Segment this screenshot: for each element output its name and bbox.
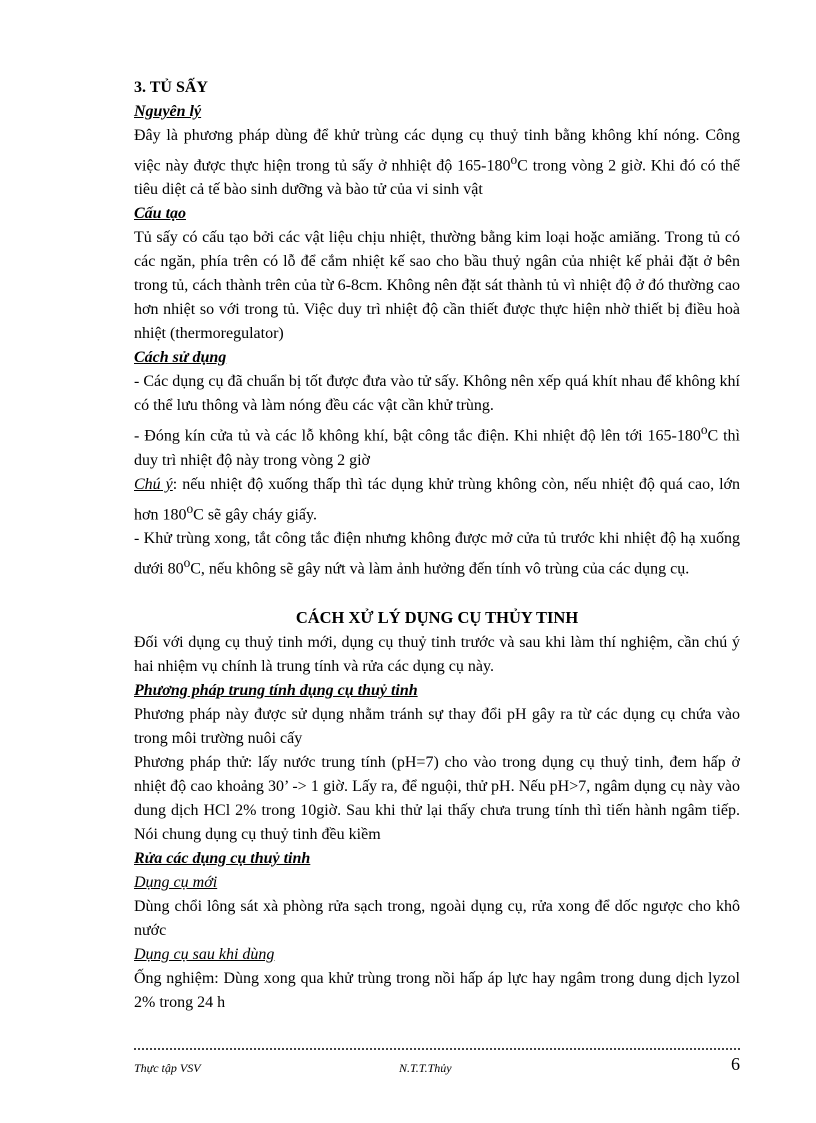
neutralize-heading: Phương pháp trung tính dụng cụ thuỷ tinh bbox=[134, 682, 418, 700]
page-number: 6 bbox=[731, 1054, 740, 1074]
structure-paragraph: Tủ sấy có cấu tạo bởi các vật liệu chịu nhiệt, thường bằng kim loại hoặc amiăng. Trong tủ có các ngăn, phía trên có lỗ để cắm nhiệt kế sao cho bầu thuỷ ngân của nhiệt kế phải đặt ở bên trong tủ, cách thành trên của từ 6-8cm. Không nên đặt sát thành tủ vì nhiệt độ ở đó thường cao hơn nhiệt so với trong tủ. Việc duy trì nhiệt độ cần thiết được thực hiện nhờ thiết bị điều hoà nhiệt (thermoregulator) bbox=[134, 229, 740, 343]
wash-heading: Rửa các dụng cụ thuỷ tinh bbox=[134, 850, 311, 868]
footer-divider bbox=[134, 1048, 740, 1050]
neutralize-paragraph-1: Phương pháp này được sử dụng nhằm tránh sự thay đổi pH gây ra từ các dụng cụ chứa vào trong môi trường nuôi cấy bbox=[134, 706, 740, 748]
new-tools-heading: Dụng cụ mới bbox=[134, 874, 218, 892]
usage-item-2: - Đóng kín cửa tủ và các lỗ không khí, bật công tắc điện. Khi nhiệt độ lên tới 165-180$^o$C thì duy trì nhiệt độ này trong vòng 2 giờ bbox=[134, 422, 740, 469]
usage-item-3: - Khử trùng xong, tắt công tắc điện nhưng không được mở cửa tủ trước khi nhiệt độ hạ xuống dưới 80$^o$C, nếu không sẽ gây nứt và làm ảnh hưởng đến tính vô trùng của các dụng cụ. bbox=[134, 529, 740, 578]
principle-heading: Nguyên lý bbox=[134, 103, 202, 120]
used-tools-heading: Dụng cụ sau khi dùng bbox=[134, 946, 275, 964]
new-tools-paragraph: Dùng chổi lông sát xà phòng rửa sạch trong, ngoài dụng cụ, rửa xong để dốc ngược cho khô nước bbox=[134, 898, 740, 940]
usage-item-1: - Các dụng cụ đã chuẩn bị tốt được đưa vào tử sấy. Không nên xếp quá khít nhau để không khí có thể lưu thông và làm nóng đều các vật cần khử trùng. bbox=[134, 373, 740, 415]
section-heading: 3. TỦ SẤY bbox=[134, 79, 208, 96]
used-tools-paragraph: Ống nghiệm: Dùng xong qua khử trùng trong nồi hấp áp lực hay ngâm trong dung dịch lyzol 2% trong 24 h bbox=[134, 970, 740, 1012]
glassware-intro: Đối với dụng cụ thuỷ tinh mới, dụng cụ thuỷ tinh trước và sau khi làm thí nghiệm, cần chú ý hai nhiệm vụ chính là trung tính và rửa các dụng cụ này. bbox=[134, 634, 740, 676]
footer-author: N.T.T.Thủy bbox=[399, 1061, 452, 1075]
principle-paragraph: Đây là phương pháp dùng để khử trùng các dụng cụ thuỷ tinh bằng không khí nóng. Công việc này được thực hiện trong tủ sấy ở nhhiệt độ 165-180$^o$C trong vòng 2 giờ. Khi đó có thể tiêu diệt cả tế bào sinh dưỡng và bào tử của vi sinh vật bbox=[134, 127, 741, 199]
usage-heading: Cách sử dụng bbox=[134, 349, 227, 367]
neutralize-paragraph-2: Phương pháp thử: lấy nước trung tính (pH=7) cho vào trong dụng cụ thuỷ tinh, đem hấp ở nhiệt độ cao khoảng 30’ -> 1 giờ. Lấy ra, để nguội, thử pH. Nếu pH>7, ngâm dụng cụ này vào dung dịch HCl 2% trong 10giờ. Sau khi thử lại thấy chưa trung tính thì tiến hành ngâm tiếp. Nói chung dụng cụ thuỷ tinh đều kiềm bbox=[134, 754, 740, 844]
usage-note: Chú ý: nếu nhiệt độ xuống thấp thì tác dụng khử trùng không còn, nếu nhiệt độ quá cao, lớn hơn 180$^o$C sẽ gây cháy giấy. bbox=[134, 475, 740, 523]
note-label: Chú ý bbox=[134, 475, 173, 493]
footer-course: Thực tập VSV bbox=[134, 1061, 201, 1075]
structure-heading: Cấu tạo bbox=[134, 205, 187, 223]
page-footer bbox=[134, 1054, 740, 1081]
glassware-title: CÁCH XỬ LÝ DỤNG CỤ THỦY TINH bbox=[295, 608, 579, 628]
page-body bbox=[134, 76, 740, 1015]
